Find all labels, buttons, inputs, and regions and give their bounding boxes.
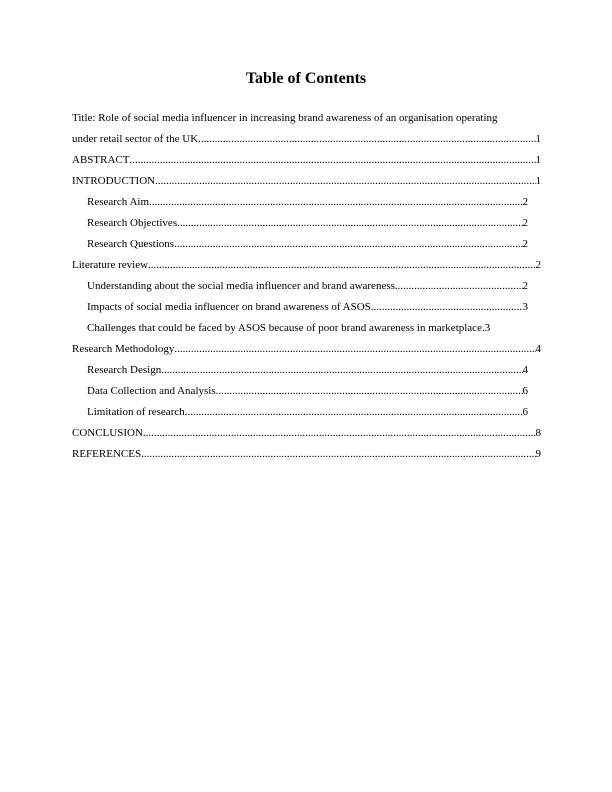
toc-entry-label: Limitation of research [87,406,185,418]
toc-entry-label: Research Methodology [72,343,175,355]
toc-page-number: 4 [535,343,541,355]
toc-entry-conclusion[interactable] [72,423,541,444]
toc-entry-research-design[interactable] [72,360,528,381]
dot-leader [149,192,522,213]
toc-page-number: 6 [522,406,528,418]
toc-page-number: 9 [535,448,541,460]
toc-page-number: 6 [522,385,528,397]
toc-entry-challenges[interactable] [72,318,528,339]
toc-entry-label: CONCLUSION [72,427,143,439]
toc-entry-label: INTRODUCTION [72,175,156,187]
toc-page-number: 1 [535,133,541,145]
dot-leader [216,381,523,402]
toc-entry-references[interactable] [72,444,541,465]
dot-leader [141,444,535,465]
toc-entry-label: ABSTRACT [72,154,130,166]
dot-leader [174,234,522,255]
toc-page-number: 2 [522,217,528,229]
dot-leader [198,129,535,150]
toc-page-number: 2 [522,280,528,292]
toc-entry-label: Impacts of social media influencer on brand awareness of ASOS [87,301,371,313]
toc-entry-impacts-influencer[interactable] [72,297,528,318]
toc-entry-research-aim[interactable] [72,192,528,213]
toc-page-number: 2 [522,196,528,208]
toc-page-number: 8 [535,427,541,439]
dot-leader [185,402,523,423]
dot-leader [177,213,522,234]
dot-leader [371,297,523,318]
toc-entry-research-questions[interactable] [72,234,528,255]
toc-page-number: 4 [522,364,528,376]
toc-entry-label: Research Objectives [87,217,178,229]
toc-entry-label: Research Design [87,364,162,376]
toc-entry-abstract[interactable] [72,150,541,171]
toc-entry-literature-review[interactable] [72,255,541,276]
toc-entry-research-methodology[interactable] [72,339,541,360]
toc-page-number: 1 [535,175,541,187]
toc-page-number: 3 [522,301,528,313]
dot-leader [174,339,535,360]
dot-leader [161,360,522,381]
toc-entry-label: REFERENCES [72,448,142,460]
toc-page-number: 2 [522,238,528,250]
toc-entry-limitation[interactable] [72,402,528,423]
dot-leader [129,150,535,171]
toc-entry-label: under retail sector of the UK [72,133,199,145]
dot-leader [395,276,523,297]
toc-entry-label: Data Collection and Analysis [87,385,216,397]
toc-heading: Table of Contents [245,70,367,87]
table-of-contents [72,108,541,465]
toc-entry-data-collection[interactable] [72,381,528,402]
toc-page-number: 3 [484,322,491,334]
toc-entry-understanding-influencer[interactable] [72,276,528,297]
toc-entry-label: Research Questions [87,238,175,250]
dot-leader [155,171,535,192]
dot-leader [143,423,536,444]
toc-page-number: 1 [535,154,541,166]
toc-entry-title-line1[interactable] [72,108,541,129]
toc-entry-label: Understanding about the social media influencer and brand awareness [87,280,395,292]
dot-leader [148,255,535,276]
toc-entry-label: Literature review [72,259,149,271]
toc-entry-label: Title: Role of social media influencer in increasing brand awareness of an organisation operating [72,112,498,124]
toc-entry-label: Challenges that could be faced by ASOS because of poor brand awareness in marketplace. [87,322,485,334]
toc-page-number: 2 [535,259,541,271]
toc-entry-title[interactable] [72,129,541,150]
toc-entry-label: Research Aim [87,196,150,208]
toc-entry-introduction[interactable] [72,171,541,192]
toc-entry-research-objectives[interactable] [72,213,528,234]
